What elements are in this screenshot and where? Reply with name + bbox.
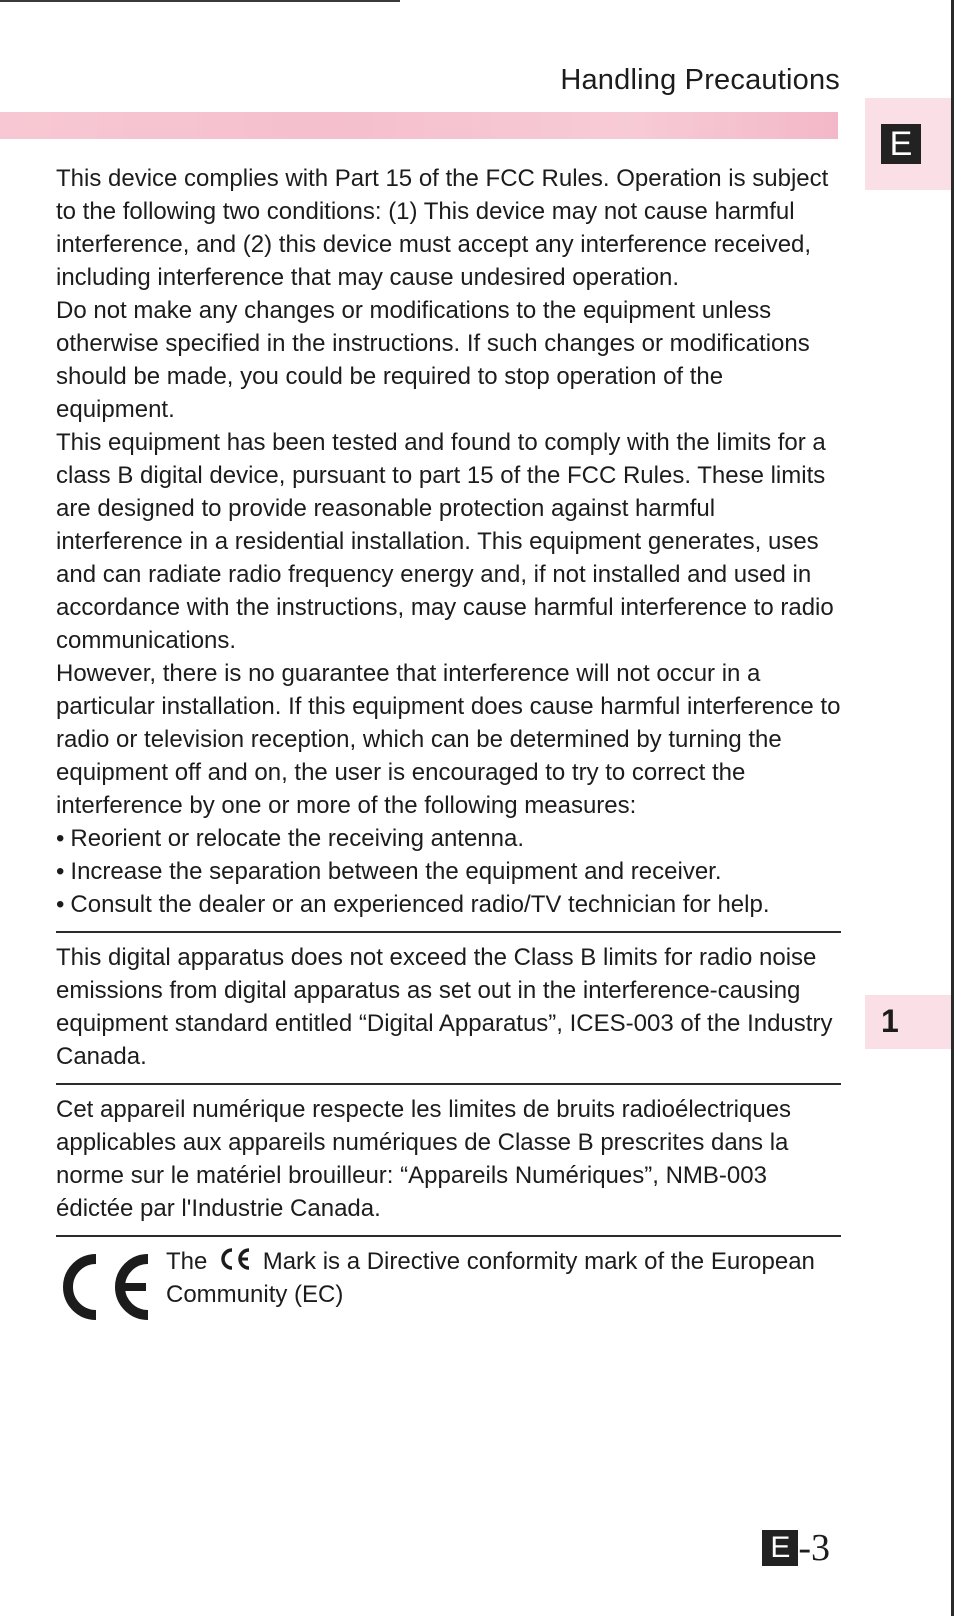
ce-text-before: The: [166, 1248, 208, 1275]
canada-english-statement: This digital apparatus does not exceed the Class B limits for radio noise emissions from digital apparatus as set out in the interference-causing equipment standard entitled “Digital Apparatus”, ICES-003 of the Industry Canada.: [56, 944, 833, 1070]
page-number: -3: [798, 1527, 830, 1569]
chapter-tab: [865, 995, 951, 1049]
canada-french-statement: Cet appareil numérique respecte les limites de bruits radioélectriques applicables aux appareils numériques de Classe B prescrites dans la norme sur le matériel brouilleur: “Appareils Numériques”, NMB-003 édictée par l'Industrie Canada.: [56, 1096, 792, 1222]
ce-statement: [56, 1245, 841, 1323]
page-footer: [762, 1528, 830, 1568]
top-edge-line: [0, 0, 400, 2]
ce-inline-mark-icon: [218, 1247, 252, 1271]
page-title: Handling Precautions: [560, 64, 840, 96]
fcc-paragraph-3: This equipment has been tested and found to comply with the limits for a class B digital device, pursuant to part 15 of the FCC Rules. These limits are designed to provide reasonable protection against harmful interference in a residential installation. This equipment generates, uses and can radiate radio frequency energy and, if not installed and used in accordance with the instructions, may cause harmful interference to radio communications.: [56, 429, 834, 654]
divider: [56, 1235, 841, 1237]
chapter-number: 1: [881, 1003, 899, 1039]
list-item: • Reorient or relocate the receiving antenna.: [56, 822, 841, 855]
header-color-band: [0, 112, 838, 139]
ce-text-after: Mark is a Directive conformity mark of the European Community (EC): [166, 1248, 815, 1308]
section-tab: [865, 98, 951, 190]
divider: [56, 931, 841, 933]
measures-list: [56, 822, 841, 921]
footer-section-badge: E: [762, 1530, 798, 1566]
fcc-paragraph-4: However, there is no guarantee that interference will not occur in a particular installation. If this equipment does cause harmful interference to radio or television reception, which can be determined by turning the equipment off and on, the user is encouraged to try to correct the interference by one or more of the following measures:: [56, 660, 841, 819]
section-letter-badge: E: [881, 124, 921, 164]
ce-mark-icon: [56, 1251, 156, 1323]
fcc-paragraph-2: Do not make any changes or modifications to the equipment unless otherwise specified in the instructions. If such changes or modifications should be made, you could be required to stop operation of the equipment.: [56, 297, 810, 423]
list-item: • Consult the dealer or an experienced radio/TV technician for help.: [56, 888, 841, 921]
main-content: [56, 162, 841, 1323]
fcc-paragraph-1: This device complies with Part 15 of the FCC Rules. Operation is subject to the following two conditions: (1) This device may not cause harmful interference, and (2) this device must accept any interference received, including interference that may cause undesired operation.: [56, 165, 829, 291]
divider: [56, 1083, 841, 1085]
list-item: • Increase the separation between the equipment and receiver.: [56, 855, 841, 888]
